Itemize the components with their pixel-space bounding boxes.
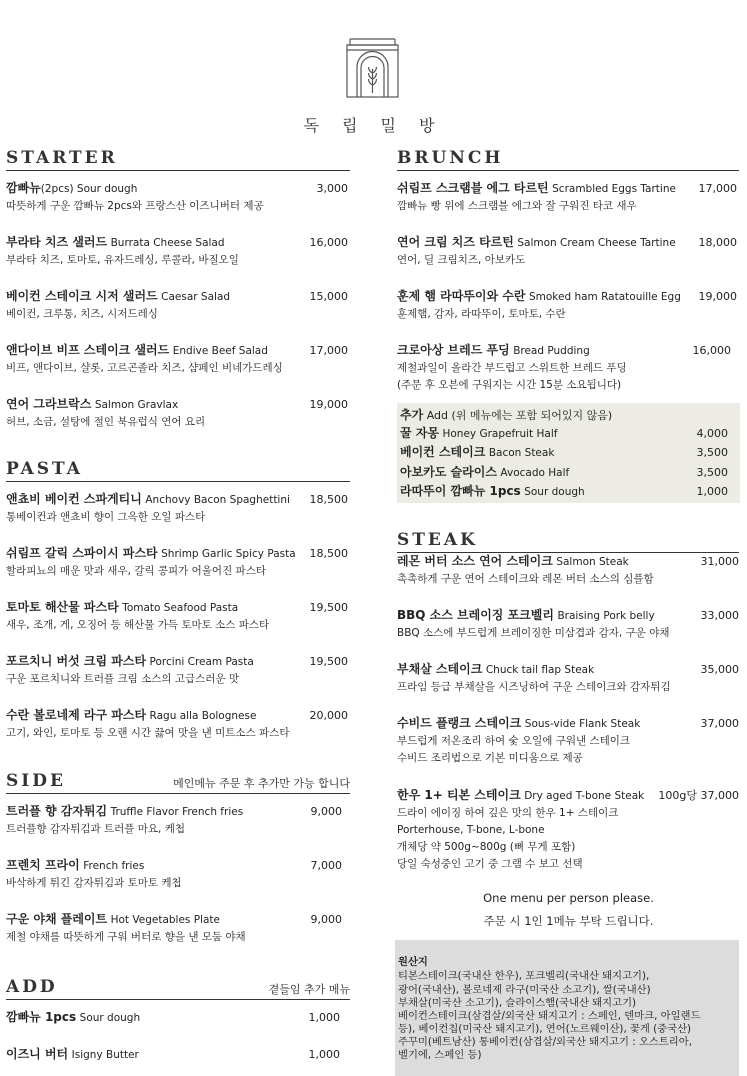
menu-item <box>6 396 350 431</box>
section-title: ADD <box>6 977 58 997</box>
item-name-eng: Ragu alla Bolognese <box>149 710 257 722</box>
notice-ko: 주문 시 1인 1메뉴 부탁 드립니다. <box>483 914 654 928</box>
item-name-kor: 구운 야채 플레이트 <box>6 912 108 926</box>
item-price: 18,000 <box>698 236 737 249</box>
item-desc: 허브, 소금, 설탕에 절인 북유럽식 연어 요리 <box>6 416 206 428</box>
item-price: 20,000 <box>309 709 348 722</box>
addon-row <box>400 482 728 501</box>
item-name-eng: Truffle Flavor French fries <box>110 806 244 818</box>
item-price: 3,500 <box>696 466 728 479</box>
item-name-kor: 수비드 플랭크 스테이크 <box>397 716 522 730</box>
item-name-eng: Bread Pudding <box>513 345 590 357</box>
item-name-kor: 프렌치 프라이 <box>6 858 80 872</box>
item-price: 19,000 <box>309 398 348 411</box>
section-title: PASTA <box>6 459 83 479</box>
menu-item <box>397 234 739 269</box>
item-name-kor: BBQ 소스 브레이징 포크벨리 <box>397 608 554 622</box>
menu-item <box>6 545 350 580</box>
item-desc: (주문 후 오븐에 구워지는 시간 15분 소요됩니다) <box>397 379 622 391</box>
menu-item <box>397 661 739 696</box>
item-desc: 베이컨, 크루통, 치즈, 시저드레싱 <box>6 308 158 320</box>
item-price: 1,000 <box>308 1011 340 1024</box>
brand-name: 독 립 밀 방 <box>303 116 444 135</box>
item-name-kor: 베이컨 스테이크 시저 샐러드 <box>6 289 158 303</box>
item-name-kor: 레몬 버터 소스 연어 스테이크 <box>397 554 553 568</box>
menu-item <box>397 288 739 323</box>
item-price: 3,500 <box>696 446 728 459</box>
item-desc: 바삭하게 튀긴 감자튀김과 토마토 케첩 <box>6 877 182 889</box>
item-desc: 제철 야채를 따뜻하게 구워 버터로 향을 낸 모둠 야채 <box>6 931 246 943</box>
item-name-kor: 쉬림프 갈릭 스파이시 파스타 <box>6 546 158 560</box>
item-name-kor: 깜빠뉴 1pcs <box>6 1010 77 1024</box>
menu-item <box>6 234 350 269</box>
item-desc: 구운 포르치니와 트러플 크림 소스의 고급스러운 맛 <box>6 673 240 685</box>
item-name-eng: Smoked ham Ratatouille Egg <box>528 291 681 303</box>
item-name-kor: 연어 크림 치즈 타르틴 <box>397 235 514 249</box>
item-name-kor: 크로아상 브레드 푸딩 <box>397 343 510 357</box>
addon-row <box>400 443 728 462</box>
item-desc: 개체당 약 500g~800g (뼈 무게 포함) <box>397 841 576 853</box>
item-desc: 통베이컨과 앤쵸비 향이 그윽한 오일 파스타 <box>6 511 206 523</box>
item-name-eng: Dry aged T-bone Steak <box>524 790 645 802</box>
item-desc: 부드럽게 저온조리 하여 숯 오일에 구워낸 스테이크 <box>397 735 631 747</box>
item-name-kor: 깜빠뉴 <box>6 181 41 195</box>
item-desc: 새우, 조개, 게, 오징어 등 해산물 가득 토마토 소스 파스타 <box>6 619 270 631</box>
item-name-eng: Salmon Steak <box>556 556 629 568</box>
item-name-kor: 앤쵸비 베이컨 스파게티니 <box>6 492 142 506</box>
item-name-eng: Burrata Cheese Salad <box>110 237 225 249</box>
item-name-eng: French fries <box>83 860 145 872</box>
item-name-eng: Honey Grapefruit Half <box>442 428 558 440</box>
addon-row <box>400 463 728 482</box>
item-desc: 훈제햄, 감자, 라따뚜이, 토마토, 수란 <box>397 308 566 320</box>
item-name-kor: 부라타 치즈 샐러드 <box>6 235 108 249</box>
item-name-eng: Salmon Gravlax <box>94 399 179 411</box>
menu-item <box>6 707 350 742</box>
notice-en: One menu per person please. <box>483 891 654 905</box>
item-price: 17,000 <box>309 344 348 357</box>
menu-item <box>6 911 350 946</box>
brunch-addons-box <box>397 403 740 503</box>
item-desc: 고기, 와인, 토마토 등 오랜 시간 끓여 맛을 낸 미트소스 파스타 <box>6 727 290 739</box>
item-name-eng: Sous-vide Flank Steak <box>524 718 641 730</box>
item-name-eng: Sour dough <box>79 1012 141 1024</box>
item-name-kor: 포르치니 버섯 크림 파스타 <box>6 654 147 668</box>
item-desc: BBQ 소스에 부드럽게 브레이징한 미삼겹과 감자, 구운 야채 <box>397 627 670 639</box>
item-price: 9,000 <box>310 805 342 818</box>
item-name-eng: Avocado Half <box>500 467 570 479</box>
item-desc: 촉촉하게 구운 연어 스테이크와 레몬 버터 소스의 심플함 <box>397 573 654 585</box>
gate-wheat-logo-icon <box>345 37 400 99</box>
item-name-eng: Scrambled Eggs Tartine <box>552 183 676 195</box>
item-desc: 당일 숙성중인 고기 중 그램 수 보고 선택 <box>397 858 583 870</box>
menu-item <box>397 180 739 215</box>
item-price: 100g당 37,000 <box>658 789 739 802</box>
item-name-eng: Bacon Steak <box>488 447 555 459</box>
item-name-kor: 베이컨 스테이크 <box>400 445 486 459</box>
item-name-kor: 꿀 자몽 <box>400 426 439 440</box>
item-desc: 연어, 딜 크림치즈, 아보카도 <box>397 254 526 266</box>
menu-item <box>6 1009 350 1027</box>
addons-header-kor: 추가 <box>400 408 424 422</box>
item-name-kor: 이즈니 버터 <box>6 1047 69 1061</box>
item-price: 37,000 <box>700 717 739 730</box>
item-price: 19,500 <box>309 655 348 668</box>
item-price: 19,000 <box>698 290 737 303</box>
item-name-eng: Endive Beef Salad <box>172 345 268 357</box>
item-desc: 수비드 조리법으로 기본 미디움으로 제공 <box>397 752 583 764</box>
menu-item <box>6 599 350 634</box>
addon-row <box>400 424 728 443</box>
item-name-eng: Isigny Butter <box>71 1049 139 1061</box>
item-desc: 따뜻하게 구운 깜빠뉴 2pcs와 프랑스산 이즈니버터 제공 <box>6 200 264 212</box>
item-desc: 제철과일이 올라간 부드럽고 스위트한 브레드 푸딩 <box>397 362 627 374</box>
item-price: 3,000 <box>316 182 348 195</box>
addons-header: Add (위 메뉴에는 포함 되어있지 않음) <box>426 409 613 422</box>
item-price: 19,500 <box>309 601 348 614</box>
item-desc: 비프, 앤다이브, 샬롯, 고르곤졸라 치즈, 샴페인 비네가드레싱 <box>6 362 283 374</box>
section-title: STARTER <box>6 148 118 168</box>
origin-line: 광어(국내산), 볼로네제 라구(미국산 소고기), 쌀(국내산) <box>398 984 651 996</box>
item-name-eng: Tomato Seafood Pasta <box>122 602 239 614</box>
section-title: STEAK <box>397 530 478 550</box>
origin-line: 베이컨스테이크(삼겹살/외국산 돼지고기 : 스페인, 덴마크, 아일랜드 <box>398 1010 701 1022</box>
origin-title: 원산지 <box>398 956 428 968</box>
item-desc: 프라임 등급 부채살을 시즈닝하여 구운 스테이크와 감자튀김 <box>397 681 671 693</box>
item-desc: 깜빠뉴 빵 위에 스크램블 에그와 잘 구워진 타코 새우 <box>397 200 637 212</box>
item-price: 18,500 <box>309 493 348 506</box>
item-name-kor: 트러플 향 감자튀김 <box>6 804 108 818</box>
item-price: 17,000 <box>698 182 737 195</box>
menu-item <box>6 180 350 215</box>
menu-item <box>397 715 739 767</box>
item-name-kor: 라따뚜이 깜빠뉴 1pcs <box>400 484 521 498</box>
item-price: 7,000 <box>310 859 342 872</box>
item-price: 1,000 <box>696 485 728 498</box>
item-price: 16,000 <box>692 344 731 357</box>
section-title: SIDE <box>6 771 66 791</box>
menu-item <box>6 1046 350 1064</box>
item-price: 16,000 <box>309 236 348 249</box>
item-name-eng: Sour dough <box>524 486 585 498</box>
menu-item <box>397 553 739 588</box>
item-name-eng: Salmon Cream Cheese Tartine <box>517 237 676 249</box>
item-price: 18,500 <box>309 547 348 560</box>
item-name-eng: (2pcs) Sour dough <box>40 183 138 195</box>
origin-line: 벨기에, 스페인 등) <box>398 1049 482 1061</box>
origin-line: 주꾸미(베트남산) 통베이컨(삼겹살/외국산 돼지고기 : 오스트리아, <box>398 1036 692 1048</box>
item-desc: Porterhouse, T-bone, L-bone <box>397 824 545 836</box>
section-title: BRUNCH <box>397 148 504 168</box>
item-desc: 드라이 에이징 하여 깊은 맛의 한우 1+ 스테이크 <box>397 807 619 819</box>
menu-item <box>6 491 350 526</box>
menu-item <box>397 342 739 394</box>
item-name-kor: 한우 1+ 티본 스테이크 <box>397 788 521 802</box>
item-name-eng: Shrimp Garlic Spicy Pasta <box>161 548 296 560</box>
item-name-kor: 훈제 햄 라따뚜이와 수란 <box>397 289 526 303</box>
item-price: 15,000 <box>309 290 348 303</box>
menu-item <box>397 787 739 873</box>
item-price: 35,000 <box>700 663 739 676</box>
item-name-eng: Chuck tail flap Steak <box>485 664 595 676</box>
item-name-kor: 수란 볼로네제 라구 파스타 <box>6 708 147 722</box>
item-name-kor: 쉬림프 스크램블 에그 타르틴 <box>397 181 549 195</box>
menu-item <box>6 803 350 838</box>
menu-item <box>6 857 350 892</box>
item-price: 4,000 <box>696 427 728 440</box>
menu-item <box>6 342 350 377</box>
item-name-eng: Braising Pork belly <box>557 610 655 622</box>
item-name-eng: Hot Vegetables Plate <box>110 914 220 926</box>
item-name-kor: 아보카도 슬라이스 <box>400 465 497 479</box>
menu-item <box>6 288 350 323</box>
item-desc: 트러플향 감자튀김과 트러플 마요, 케첩 <box>6 823 185 835</box>
origin-line: 등), 베이컨칩(미국산 돼지고기), 연어(노르웨이산), 꽃게 (중국산) <box>398 1023 692 1035</box>
item-price: 1,000 <box>308 1048 340 1061</box>
origin-line: 부채살(미국산 소고기), 슬라이스햄(국내산 돼지고기) <box>398 997 637 1009</box>
item-name-eng: Anchovy Bacon Spaghettini <box>145 494 290 506</box>
item-desc: 할라피뇨의 매운 맛과 새우, 갈릭 콩피가 어울어진 파스타 <box>6 565 266 577</box>
section-note: 메인메뉴 주문 후 추가만 가능 합니다 <box>173 777 350 790</box>
section-note: 곁들임 추가 메뉴 <box>268 983 350 996</box>
item-name-kor: 앤다이브 비프 스테이크 샐러드 <box>6 343 170 357</box>
item-name-kor: 연어 그라브락스 <box>6 397 92 411</box>
menu-item <box>397 607 739 642</box>
origin-box <box>395 940 739 1076</box>
item-name-eng: Caesar Salad <box>161 291 231 303</box>
item-name-kor: 토마토 해산물 파스타 <box>6 600 119 614</box>
item-name-kor: 부채살 스테이크 <box>397 662 483 676</box>
origin-line: 티본스테이크(국내산 한우), 포크벨리(국내산 돼지고기), <box>398 970 650 982</box>
item-price: 33,000 <box>700 609 739 622</box>
item-name-eng: Porcini Cream Pasta <box>149 656 254 668</box>
item-price: 9,000 <box>310 913 342 926</box>
item-price: 31,000 <box>700 555 739 568</box>
item-desc: 부라타 치즈, 토마토, 유자드레싱, 루콜라, 바질오일 <box>6 254 239 266</box>
menu-item <box>6 653 350 688</box>
